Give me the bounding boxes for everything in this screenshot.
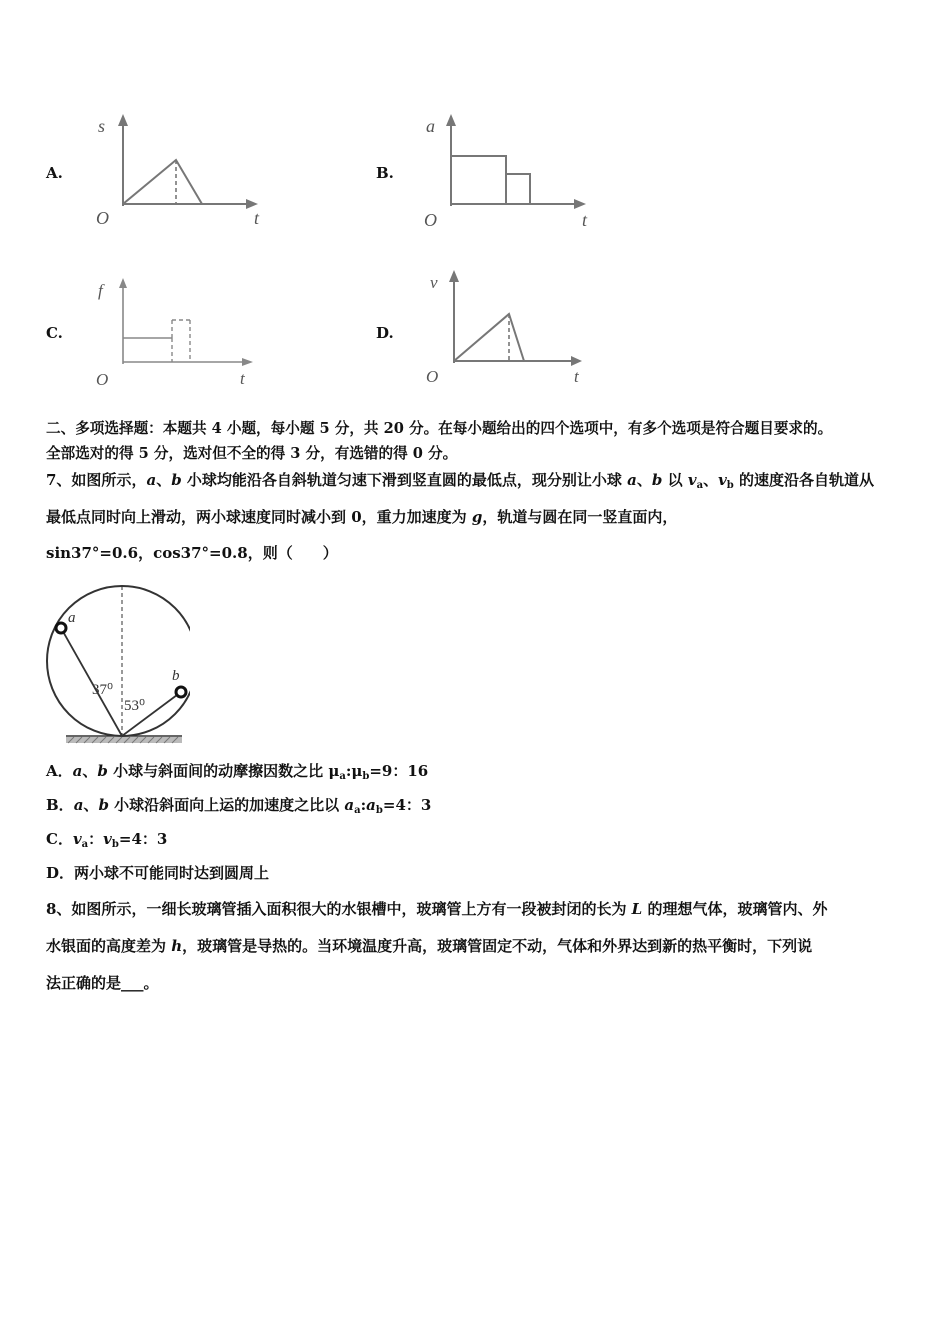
graph-d-xlabel: t: [574, 367, 579, 386]
q7-option-d: D．两小球不可能同时达到圆周上: [46, 864, 270, 882]
graph-b-ylabel: a: [426, 116, 435, 136]
q8-line1: 8、如图所示，一细长玻璃管插入面积很大的水银槽中，玻璃管上方有一段被封闭的长为 L 的理想气体，玻璃管内、外: [46, 900, 828, 918]
q7-option-b: B．a、b 小球沿斜面向上运的加速度之比以 $a_a:a_b=4$：3: [46, 796, 432, 816]
q8-line3: 法正确的是___。: [46, 974, 159, 992]
graph-a: [90, 108, 270, 233]
q7-option-c: C．$v_a$：$v_b=4$：3: [46, 830, 168, 850]
graph-c: [90, 272, 270, 397]
q7-option-a: A．a、b 小球与斜面间的动摩擦因数之比 $\mu_a:\mu_b=9$：16: [46, 762, 429, 782]
section2-line1: 二、多项选择题：本题共 4 小题，每小题 5 分，共 20 分。在每小题给出的四个选项中，有多个选项是符合题目要求的。: [46, 420, 833, 437]
graph-d-ylabel: v: [430, 273, 438, 292]
q7-line2: 最低点同时向上滑动，两小球速度同时减小到 0，重力加速度为 g，轨道与圆在同一竖直面内，: [46, 508, 678, 526]
graph-a-origin: O: [96, 208, 109, 228]
figure-label-b: b: [172, 668, 180, 684]
graph-c-origin: O: [96, 370, 109, 389]
q7-figure: [40, 576, 190, 750]
option-a-label: A.: [46, 164, 63, 182]
graph-b-xlabel: t: [582, 210, 588, 230]
figure-angle-37: 37⁰: [92, 682, 114, 698]
graph-a-ylabel: s: [98, 116, 106, 136]
option-c-label: C.: [46, 324, 63, 342]
graph-b: [418, 108, 598, 233]
option-b-label: B.: [376, 164, 394, 182]
graph-a-xlabel: t: [254, 208, 260, 228]
q8-line2: 水银面的高度差为 h，玻璃管是导热的。当环境温度升高，玻璃管固定不动，气体和外界达到新的热平衡时，下列说: [46, 937, 813, 955]
option-d-label: D.: [376, 324, 394, 342]
graph-c-xlabel: t: [240, 369, 245, 388]
figure-label-a: a: [68, 610, 76, 626]
graph-d-origin: O: [426, 367, 439, 386]
graph-b-origin: O: [424, 210, 437, 230]
graph-c-ylabel: f: [98, 281, 103, 300]
q7-line1: 7、如图所示，a、b 小球均能沿各自斜轨道匀速下滑到竖直圆的最低点，现分别让小球 a、b 以 $v_a$、$v_b$ 的速度沿各自轨道从: [46, 471, 875, 491]
q7-line3: sin37°=0.6，cos37°=0.8，则（ ）: [46, 544, 338, 562]
section2-line2: 全部选对的得 5 分，选对但不全的得 3 分，有选错的得 0 分。: [46, 445, 458, 462]
figure-angle-53: 53⁰: [124, 698, 146, 714]
graph-d: [424, 264, 604, 389]
